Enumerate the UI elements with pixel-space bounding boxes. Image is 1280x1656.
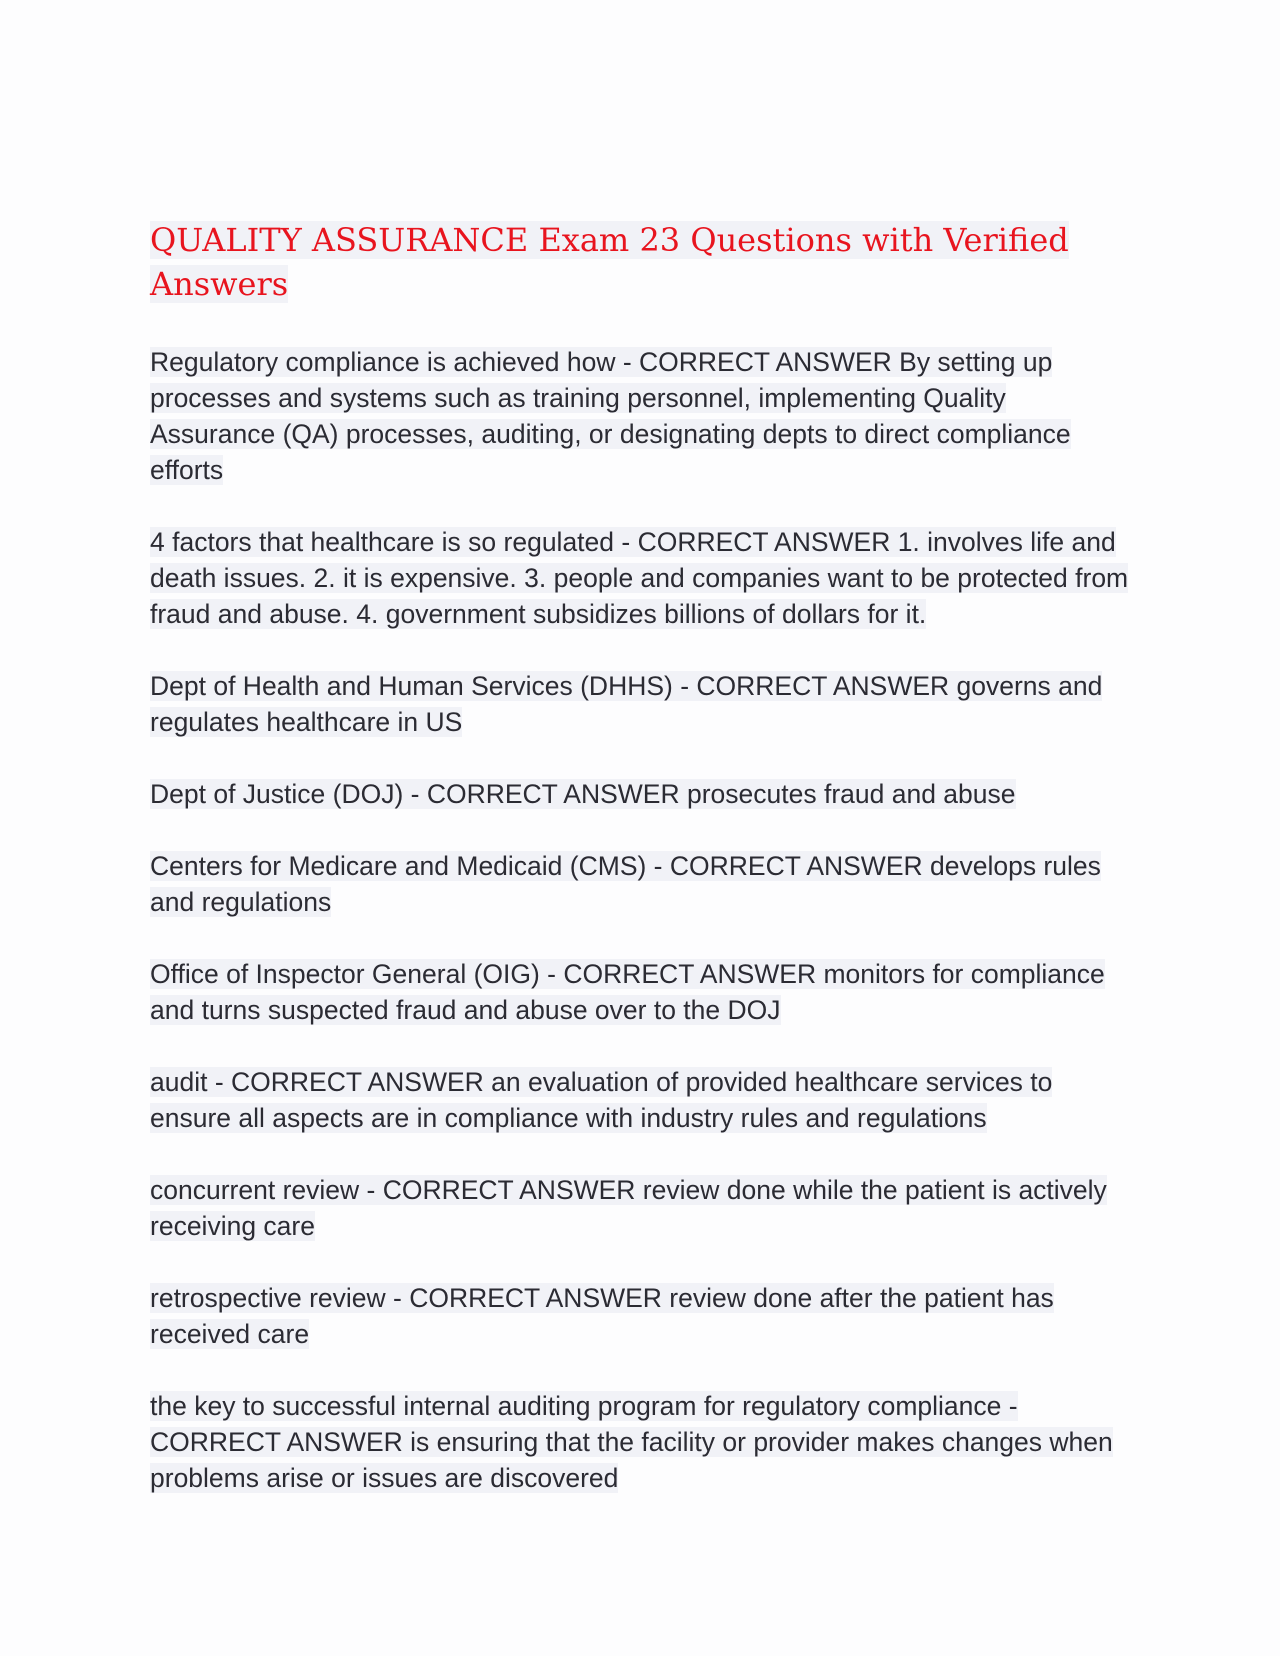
qa-item-text: Centers for Medicare and Medicaid (CMS) - CORRECT ANSWER develops rules and regulations (150, 851, 1101, 917)
qa-item-text: Dept of Justice (DOJ) - CORRECT ANSWER prosecutes fraud and abuse (150, 779, 1016, 809)
qa-item (150, 1388, 1130, 1496)
qa-item-text: Dept of Health and Human Services (DHHS) - CORRECT ANSWER governs and regulates healthcare in US (150, 671, 1103, 737)
document-page (150, 218, 1130, 1532)
qa-item-text: concurrent review - CORRECT ANSWER review done while the patient is actively receiving care (150, 1175, 1107, 1241)
qa-item (150, 344, 1130, 488)
qa-item (150, 1172, 1130, 1244)
qa-item-text: Regulatory compliance is achieved how - CORRECT ANSWER By setting up processes and systems such as training personnel, implementing Quality Assurance (QA) processes, auditing, or designating depts to direct compliance efforts (150, 347, 1071, 485)
qa-item-text: retrospective review - CORRECT ANSWER review done after the patient has received care (150, 1283, 1054, 1349)
qa-item-text: Office of Inspector General (OIG) - CORRECT ANSWER monitors for compliance and turns suspected fraud and abuse over to the DOJ (150, 959, 1105, 1025)
qa-item (150, 1280, 1130, 1352)
qa-item (150, 668, 1130, 740)
qa-item-text: audit - CORRECT ANSWER an evaluation of provided healthcare services to ensure all aspects are in compliance with industry rules and regulations (150, 1067, 1053, 1133)
document-title-text: QUALITY ASSURANCE Exam 23 Questions with Verified Answers (150, 221, 1069, 303)
qa-item (150, 524, 1130, 632)
qa-list (150, 344, 1130, 1496)
qa-item-text: the key to successful internal auditing program for regulatory compliance - CORRECT ANSWER is ensuring that the facility or provider makes changes when problems arise or issues are discovered (150, 1391, 1113, 1493)
qa-item (150, 956, 1130, 1028)
document-title (150, 218, 1130, 306)
qa-item-text: 4 factors that healthcare is so regulated - CORRECT ANSWER 1. involves life and death issues. 2. it is expensive. 3. people and companies want to be protected from fraud and abuse. 4. government subsidizes billions of dollars for it. (150, 527, 1129, 629)
qa-item (150, 848, 1130, 920)
qa-item (150, 776, 1130, 812)
qa-item (150, 1064, 1130, 1136)
